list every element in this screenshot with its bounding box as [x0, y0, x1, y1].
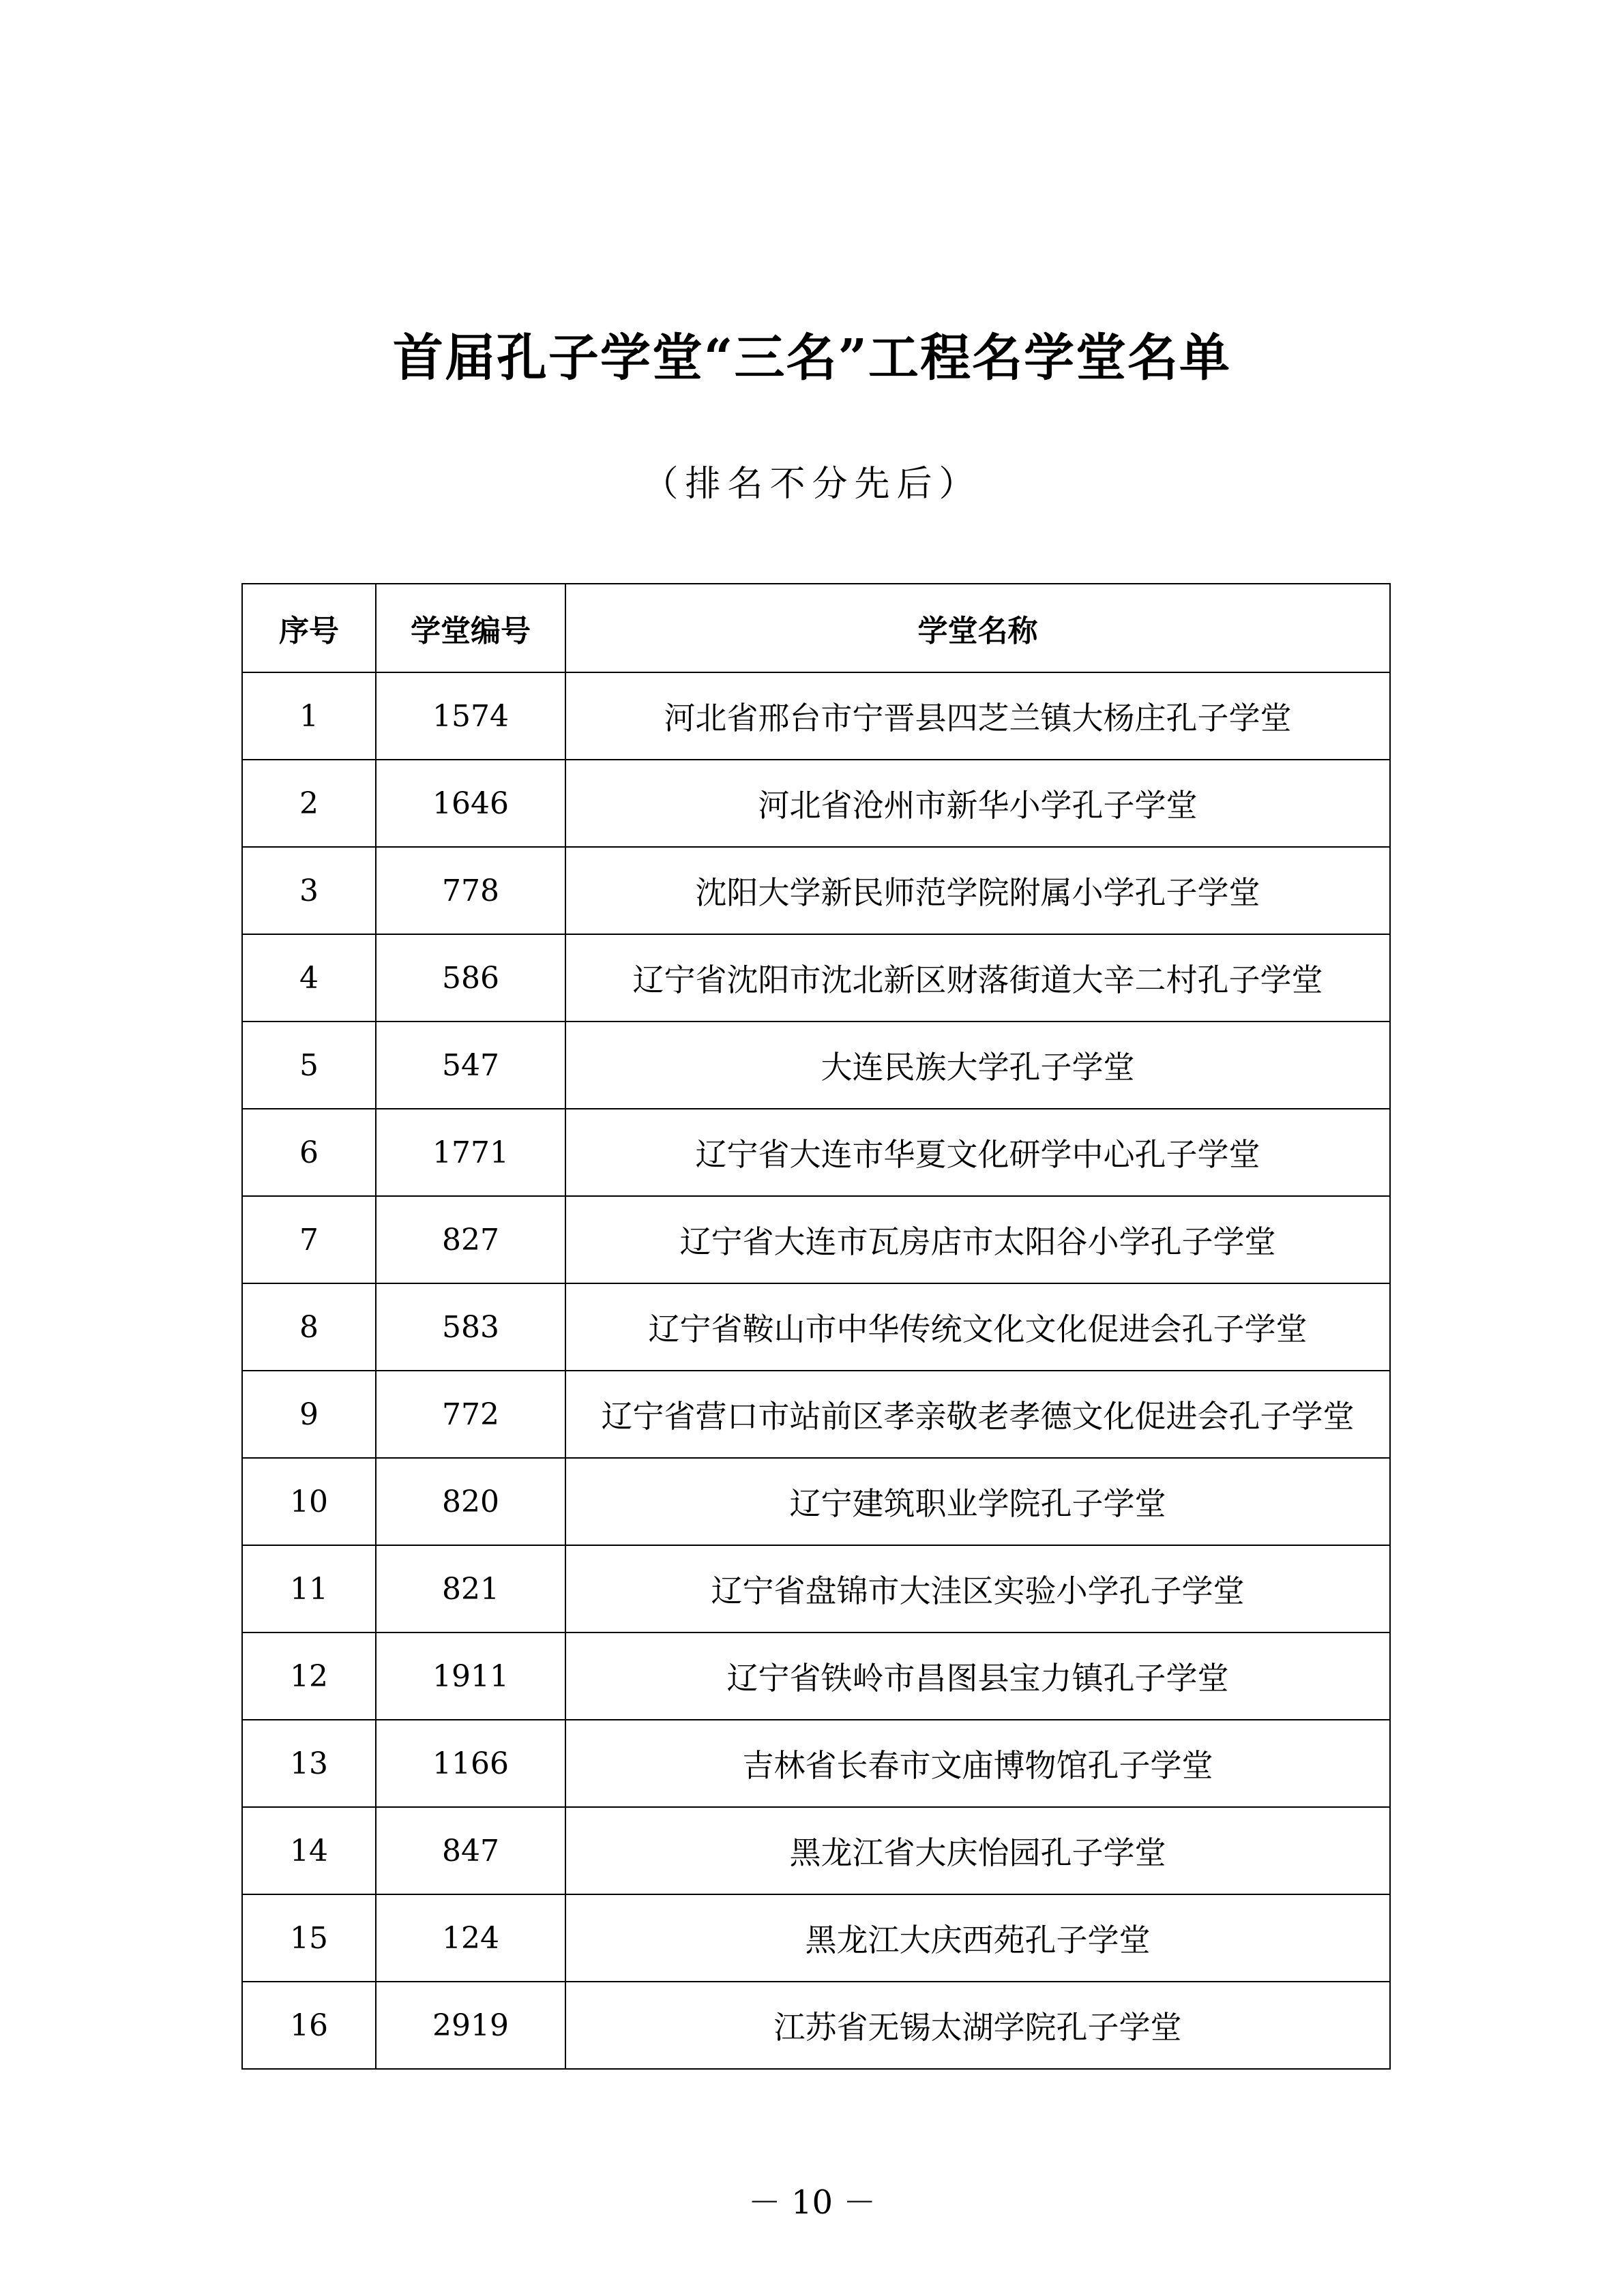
cell-index: 9	[242, 1371, 376, 1458]
table-row	[242, 760, 1390, 847]
table-row	[242, 1545, 1390, 1632]
table-row	[242, 1283, 1390, 1371]
cell-index: 14	[242, 1807, 376, 1894]
cell-name: 辽宁省大连市华夏文化研学中心孔子学堂	[565, 1109, 1390, 1196]
cell-name: 沈阳大学新民师范学院附属小学孔子学堂	[565, 847, 1390, 934]
cell-name: 黑龙江大庆西苑孔子学堂	[565, 1894, 1390, 1982]
cell-name: 辽宁省沈阳市沈北新区财落街道大辛二村孔子学堂	[565, 934, 1390, 1022]
table-body	[242, 672, 1390, 2069]
cell-index: 1	[242, 672, 376, 760]
cell-name: 辽宁省营口市站前区孝亲敬老孝德文化促进会孔子学堂	[565, 1371, 1390, 1458]
cell-name: 辽宁省铁岭市昌图县宝力镇孔子学堂	[565, 1632, 1390, 1720]
cell-name: 江苏省无锡太湖学院孔子学堂	[565, 1982, 1390, 2069]
cell-name: 吉林省长春市文庙博物馆孔子学堂	[565, 1720, 1390, 1807]
table-row	[242, 1982, 1390, 2069]
cell-index: 5	[242, 1022, 376, 1109]
table-header-row	[242, 584, 1390, 672]
cell-code: 586	[376, 934, 565, 1022]
cell-name: 辽宁省盘锦市大洼区实验小学孔子学堂	[565, 1545, 1390, 1632]
cell-index: 8	[242, 1283, 376, 1371]
cell-code: 820	[376, 1458, 565, 1545]
cell-code: 821	[376, 1545, 565, 1632]
cell-code: 847	[376, 1807, 565, 1894]
cell-code: 1166	[376, 1720, 565, 1807]
table-row	[242, 1458, 1390, 1545]
cell-name: 辽宁省鞍山市中华传统文化文化促进会孔子学堂	[565, 1283, 1390, 1371]
document-subtitle: （排名不分先后）	[643, 464, 981, 505]
cell-index: 10	[242, 1458, 376, 1545]
table-row	[242, 1720, 1390, 1807]
header-index: 序号	[242, 584, 376, 672]
cell-index: 3	[242, 847, 376, 934]
table-row	[242, 1632, 1390, 1720]
table-row	[242, 1894, 1390, 1982]
cell-index: 2	[242, 760, 376, 847]
cell-code: 1574	[376, 672, 565, 760]
page-number: － 10 －	[748, 2183, 876, 2222]
cell-code: 1646	[376, 760, 565, 847]
cell-name: 辽宁省大连市瓦房店市太阳谷小学孔子学堂	[565, 1196, 1390, 1283]
header-code: 学堂编号	[376, 584, 565, 672]
cell-index: 16	[242, 1982, 376, 2069]
table-row	[242, 1109, 1390, 1196]
academy-table	[241, 583, 1391, 2070]
cell-index: 13	[242, 1720, 376, 1807]
table-row	[242, 934, 1390, 1022]
cell-code: 124	[376, 1894, 565, 1982]
cell-code: 778	[376, 847, 565, 934]
cell-code: 772	[376, 1371, 565, 1458]
cell-name: 河北省邢台市宁晋县四芝兰镇大杨庄孔子学堂	[565, 672, 1390, 760]
document-title: 首届孔子学堂“三名”工程名学堂名单	[392, 329, 1232, 387]
header-name: 学堂名称	[565, 584, 1390, 672]
cell-name: 黑龙江省大庆怡园孔子学堂	[565, 1807, 1390, 1894]
cell-code: 1771	[376, 1109, 565, 1196]
cell-index: 4	[242, 934, 376, 1022]
table-row	[242, 1371, 1390, 1458]
cell-index: 7	[242, 1196, 376, 1283]
table-row	[242, 672, 1390, 760]
table-row	[242, 1022, 1390, 1109]
cell-name: 河北省沧州市新华小学孔子学堂	[565, 760, 1390, 847]
table-row	[242, 1807, 1390, 1894]
cell-code: 547	[376, 1022, 565, 1109]
cell-code: 2919	[376, 1982, 565, 2069]
cell-index: 6	[242, 1109, 376, 1196]
cell-index: 11	[242, 1545, 376, 1632]
cell-index: 12	[242, 1632, 376, 1720]
cell-code: 583	[376, 1283, 565, 1371]
cell-name: 大连民族大学孔子学堂	[565, 1022, 1390, 1109]
table-row	[242, 847, 1390, 934]
table-row	[242, 1196, 1390, 1283]
cell-index: 15	[242, 1894, 376, 1982]
cell-code: 827	[376, 1196, 565, 1283]
cell-name: 辽宁建筑职业学院孔子学堂	[565, 1458, 1390, 1545]
cell-code: 1911	[376, 1632, 565, 1720]
